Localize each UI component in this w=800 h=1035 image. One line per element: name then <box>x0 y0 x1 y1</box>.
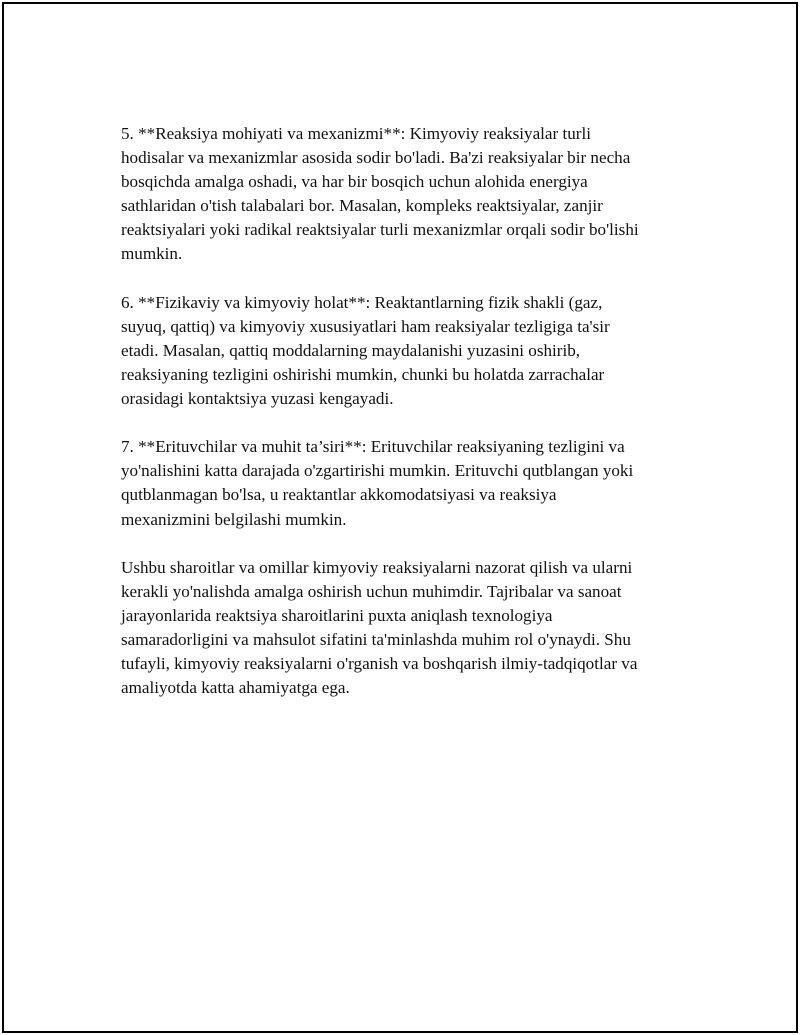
paragraph-physical-chemical-state: 6. **Fizikaviy va kimyoviy holat**: Reaktantlarning fizik shakli (gaz, suyuq, qattiq) va kimyoviy xususiyatlari ham reaksiyalar tezligiga ta'sir etadi. Masalan, qattiq moddalarning maydalanishi yuzasini oshirib, reaksiyaning tezligini oshirishi mumkin, chunki bu holatda zarrachalar orasidagi kontaktsiya yuzasi kengayadi. <box>121 292 610 409</box>
paragraph-reaction-mechanism: 5. **Reaksiya mohiyati va mexanizmi**: Kimyoviy reaksiyalar turli hodisalar va mexanizmlar asosida sodir bo'ladi. Ba'zi reaksiyalar bir necha bosqichda amalga oshadi, va har bir bosqich uchun alohida energiya sathlaridan o'tish talabalari bor. Masalan, kompleks reaktsiyalar, zanjir reaktsiyalari yoki radikal reaktsiyalar turli mexanizmlar orqali sodir bo'lishi mumkin. <box>121 124 639 264</box>
page-frame <box>2 2 798 1033</box>
paragraph-conclusion: Ushbu sharoitlar va omillar kimyoviy reaksiyalarni nazorat qilish va ularni kerakli yo'nalishda amalga oshirish uchun muhimdir. Tajribalar va sanoat jarayonlarida reaktsiya sharoitlarini puxta aniqlash texnologiya samaradorligini va mahsulot sifatini ta'minlashda muhim rol o'ynaydi. Shu tufayli, kimyoviy reaksiyalarni o'rganish va boshqarish ilmiy-tadqiqotlar va amaliyotda katta ahamiyatga ega. <box>121 557 638 698</box>
paragraph-solvent-effects: 7. **Erituvchilar va muhit ta’siri**: Erituvchilar reaksiyaning tezligini va yo'nalishini katta darajada o'zgartirishi mumkin. Erituvchi qutblangan yoki qutblanmagan bo'lsa, u reaktantlar akkomodatsiyasi va reaksiya mexanizmini belgilashi mumkin. <box>121 437 634 529</box>
document-body <box>121 122 691 724</box>
